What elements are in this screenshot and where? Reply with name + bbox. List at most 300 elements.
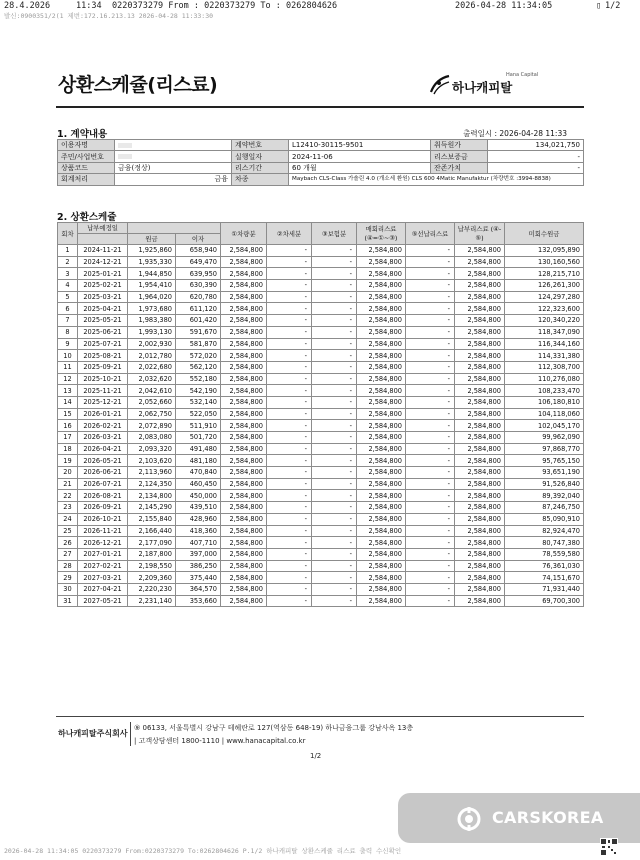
vehicle-amount-cell: 2,584,800 bbox=[221, 502, 267, 514]
col-header-balance: 미회수원금 bbox=[505, 223, 584, 245]
payment-amount-cell: 2,584,800 bbox=[455, 245, 505, 257]
insurance-amount-cell: - bbox=[312, 572, 357, 584]
principal-cell: 1,935,330 bbox=[128, 256, 176, 268]
payment-amount-cell: 2,584,800 bbox=[455, 560, 505, 572]
row-number-cell: 10 bbox=[58, 350, 78, 362]
schedule-row bbox=[58, 572, 584, 584]
row-number-cell: 7 bbox=[58, 315, 78, 327]
remaining-principal-cell: 120,340,220 bbox=[505, 315, 584, 327]
insurance-amount-cell: - bbox=[312, 455, 357, 467]
schedule-row bbox=[58, 513, 584, 525]
insurance-amount-cell: - bbox=[312, 560, 357, 572]
remaining-principal-cell: 104,118,060 bbox=[505, 408, 584, 420]
monthly-lease-cell: 2,584,800 bbox=[357, 385, 406, 397]
col-header-payment: 납부리스료 (④-⑤) bbox=[455, 223, 505, 245]
schedule-row bbox=[58, 373, 584, 385]
remaining-principal-cell: 112,308,700 bbox=[505, 361, 584, 373]
tax-amount-cell: - bbox=[267, 572, 312, 584]
footer-page-number: 1/2 bbox=[310, 752, 322, 760]
insurance-amount-cell: - bbox=[312, 245, 357, 257]
payment-amount-cell: 2,584,800 bbox=[455, 572, 505, 584]
vehicle-amount-cell: 2,584,800 bbox=[221, 537, 267, 549]
schedule-table bbox=[57, 222, 584, 607]
advance-lease-cell: - bbox=[406, 338, 455, 350]
tax-amount-cell: - bbox=[267, 548, 312, 560]
due-date-cell: 2025-01-21 bbox=[78, 268, 128, 280]
interest-cell: 522,050 bbox=[176, 408, 221, 420]
remaining-principal-cell: 97,868,770 bbox=[505, 443, 584, 455]
schedule-row bbox=[58, 338, 584, 350]
insurance-amount-cell: - bbox=[312, 385, 357, 397]
remaining-principal-cell: 130,160,560 bbox=[505, 256, 584, 268]
insurance-amount-cell: - bbox=[312, 291, 357, 303]
advance-lease-cell: - bbox=[406, 525, 455, 537]
interest-cell: 407,710 bbox=[176, 537, 221, 549]
interest-cell: 460,450 bbox=[176, 478, 221, 490]
monthly-lease-cell: 2,584,800 bbox=[357, 560, 406, 572]
contract-section-title: 1. 계약내용 bbox=[57, 129, 108, 140]
insurance-amount-cell: - bbox=[312, 303, 357, 315]
schedule-row bbox=[58, 455, 584, 467]
fax-footer-noise: 2026-04-28 11:34:05 0220373279 From:0220373279 To:0262804626 P.1/2 하나캐피탈 상환스케쥴 리스료 출력 수신확인 bbox=[4, 847, 402, 855]
schedule-row bbox=[58, 350, 584, 362]
interest-cell: 572,020 bbox=[176, 350, 221, 362]
payment-amount-cell: 2,584,800 bbox=[455, 303, 505, 315]
principal-cell: 1,954,410 bbox=[128, 280, 176, 292]
principal-cell: 2,134,800 bbox=[128, 490, 176, 502]
principal-cell: 2,145,290 bbox=[128, 502, 176, 514]
advance-lease-cell: - bbox=[406, 373, 455, 385]
payment-amount-cell: 2,584,800 bbox=[455, 513, 505, 525]
print-date: 출력일시 : 2026-04-28 11:33 bbox=[463, 129, 567, 138]
principal-cell: 2,166,440 bbox=[128, 525, 176, 537]
schedule-row bbox=[58, 525, 584, 537]
monthly-lease-cell: 2,584,800 bbox=[357, 245, 406, 257]
principal-cell: 2,103,620 bbox=[128, 455, 176, 467]
monthly-lease-cell: 2,584,800 bbox=[357, 525, 406, 537]
payment-amount-cell: 2,584,800 bbox=[455, 502, 505, 514]
tax-amount-cell: - bbox=[267, 280, 312, 292]
carskorea-watermark bbox=[398, 793, 640, 843]
monthly-lease-cell: 2,584,800 bbox=[357, 408, 406, 420]
interest-cell: 397,000 bbox=[176, 548, 221, 560]
due-date-cell: 2027-01-21 bbox=[78, 548, 128, 560]
principal-cell: 1,973,680 bbox=[128, 303, 176, 315]
principal-cell: 2,052,660 bbox=[128, 396, 176, 408]
interest-cell: 418,360 bbox=[176, 525, 221, 537]
advance-lease-cell: - bbox=[406, 490, 455, 502]
col-header-due: 납부예정일 bbox=[78, 223, 128, 234]
insurance-amount-cell: - bbox=[312, 478, 357, 490]
due-date-cell: 2025-12-21 bbox=[78, 396, 128, 408]
tax-amount-cell: - bbox=[267, 537, 312, 549]
payment-amount-cell: 2,584,800 bbox=[455, 443, 505, 455]
monthly-lease-cell: 2,584,800 bbox=[357, 432, 406, 444]
principal-cell: 2,198,550 bbox=[128, 560, 176, 572]
monthly-lease-cell: 2,584,800 bbox=[357, 548, 406, 560]
due-date-cell: 2026-03-21 bbox=[78, 432, 128, 444]
schedule-row bbox=[58, 315, 584, 327]
insurance-amount-cell: - bbox=[312, 373, 357, 385]
row-number-cell: 4 bbox=[58, 280, 78, 292]
vehicle-amount-cell: 2,584,800 bbox=[221, 548, 267, 560]
schedule-row bbox=[58, 256, 584, 268]
tax-amount-cell: - bbox=[267, 502, 312, 514]
schedule-row bbox=[58, 303, 584, 315]
tax-amount-cell: - bbox=[267, 350, 312, 362]
remaining-principal-cell: 87,246,750 bbox=[505, 502, 584, 514]
advance-lease-cell: - bbox=[406, 245, 455, 257]
principal-cell: 2,209,360 bbox=[128, 572, 176, 584]
principal-cell: 2,113,960 bbox=[128, 467, 176, 479]
vehicle-amount-cell: 2,584,800 bbox=[221, 513, 267, 525]
principal-cell: 2,083,080 bbox=[128, 432, 176, 444]
due-date-cell: 2025-04-21 bbox=[78, 303, 128, 315]
row-number-cell: 3 bbox=[58, 268, 78, 280]
insurance-amount-cell: - bbox=[312, 256, 357, 268]
contract-value: 금융 bbox=[115, 174, 232, 185]
tax-amount-cell: - bbox=[267, 408, 312, 420]
contract-row bbox=[58, 162, 584, 173]
footer-address: ⑨ 06133, 서울특별시 강남구 테헤란로 127(역삼동 648-19) 하나금융그룹 강남사옥 13층 bbox=[134, 724, 414, 732]
vehicle-amount-cell: 2,584,800 bbox=[221, 420, 267, 432]
interest-cell: 649,470 bbox=[176, 256, 221, 268]
row-number-cell: 11 bbox=[58, 361, 78, 373]
due-date-cell: 2026-04-21 bbox=[78, 443, 128, 455]
interest-cell: 481,180 bbox=[176, 455, 221, 467]
insurance-amount-cell: - bbox=[312, 490, 357, 502]
schedule-row bbox=[58, 502, 584, 514]
due-date-cell: 2024-12-21 bbox=[78, 256, 128, 268]
principal-cell: 2,177,090 bbox=[128, 537, 176, 549]
payment-amount-cell: 2,584,800 bbox=[455, 256, 505, 268]
schedule-header-row bbox=[58, 223, 584, 234]
tax-amount-cell: - bbox=[267, 291, 312, 303]
payment-amount-cell: 2,584,800 bbox=[455, 420, 505, 432]
insurance-amount-cell: - bbox=[312, 315, 357, 327]
due-date-cell: 2025-08-21 bbox=[78, 350, 128, 362]
monthly-lease-cell: 2,584,800 bbox=[357, 291, 406, 303]
schedule-row bbox=[58, 268, 584, 280]
row-number-cell: 27 bbox=[58, 548, 78, 560]
title-divider bbox=[56, 106, 584, 108]
vehicle-amount-cell: 2,584,800 bbox=[221, 280, 267, 292]
row-number-cell: 16 bbox=[58, 420, 78, 432]
monthly-lease-cell: 2,584,800 bbox=[357, 478, 406, 490]
contract-value: - bbox=[488, 162, 584, 173]
tax-amount-cell: - bbox=[267, 583, 312, 595]
tax-amount-cell: - bbox=[267, 420, 312, 432]
advance-lease-cell: - bbox=[406, 548, 455, 560]
payment-amount-cell: 2,584,800 bbox=[455, 537, 505, 549]
monthly-lease-cell: 2,584,800 bbox=[357, 455, 406, 467]
insurance-amount-cell: - bbox=[312, 326, 357, 338]
advance-lease-cell: - bbox=[406, 350, 455, 362]
contract-label: 상품코드 bbox=[58, 162, 115, 173]
contract-value: 60 개월 bbox=[289, 162, 431, 173]
schedule-row bbox=[58, 490, 584, 502]
footer-contact: | 고객상담센터 1800-1110 | www.hanacapital.co.kr bbox=[134, 737, 306, 745]
interest-cell: 353,660 bbox=[176, 595, 221, 607]
contract-row bbox=[58, 140, 584, 151]
interest-cell: 470,840 bbox=[176, 467, 221, 479]
tax-amount-cell: - bbox=[267, 373, 312, 385]
row-number-cell: 30 bbox=[58, 583, 78, 595]
remaining-principal-cell: 118,347,090 bbox=[505, 326, 584, 338]
row-number-cell: 29 bbox=[58, 572, 78, 584]
insurance-amount-cell: - bbox=[312, 548, 357, 560]
advance-lease-cell: - bbox=[406, 432, 455, 444]
principal-cell: 2,032,620 bbox=[128, 373, 176, 385]
due-date-cell: 2026-09-21 bbox=[78, 502, 128, 514]
footer-divider bbox=[56, 716, 584, 717]
remaining-principal-cell: 91,526,840 bbox=[505, 478, 584, 490]
monthly-lease-cell: 2,584,800 bbox=[357, 303, 406, 315]
due-date-cell: 2025-09-21 bbox=[78, 361, 128, 373]
schedule-row bbox=[58, 467, 584, 479]
logo-subtext: Hana Capital bbox=[506, 72, 539, 78]
advance-lease-cell: - bbox=[406, 502, 455, 514]
interest-cell: 562,120 bbox=[176, 361, 221, 373]
row-number-cell: 31 bbox=[58, 595, 78, 607]
monthly-lease-cell: 2,584,800 bbox=[357, 373, 406, 385]
principal-cell: 2,187,800 bbox=[128, 548, 176, 560]
insurance-amount-cell: - bbox=[312, 443, 357, 455]
col-header-round: 회차 bbox=[58, 223, 78, 245]
col-header-insurance: ③보험분 bbox=[312, 223, 357, 245]
tax-amount-cell: - bbox=[267, 396, 312, 408]
principal-cell: 2,072,890 bbox=[128, 420, 176, 432]
schedule-row bbox=[58, 408, 584, 420]
due-date-cell: 2024-11-21 bbox=[78, 245, 128, 257]
monthly-lease-cell: 2,584,800 bbox=[357, 420, 406, 432]
remaining-principal-cell: 76,361,030 bbox=[505, 560, 584, 572]
footer-separator bbox=[130, 722, 131, 746]
principal-cell: 2,231,140 bbox=[128, 595, 176, 607]
schedule-row bbox=[58, 326, 584, 338]
fax-stamp: 2026-04-28 11:34:05 bbox=[455, 1, 553, 11]
payment-amount-cell: 2,584,800 bbox=[455, 478, 505, 490]
advance-lease-cell: - bbox=[406, 420, 455, 432]
advance-lease-cell: - bbox=[406, 560, 455, 572]
col-header-principal: 원금 bbox=[128, 234, 176, 245]
tax-amount-cell: - bbox=[267, 326, 312, 338]
redaction-mark bbox=[118, 143, 132, 148]
vehicle-amount-cell: 2,584,800 bbox=[221, 256, 267, 268]
payment-amount-cell: 2,584,800 bbox=[455, 350, 505, 362]
col-header-interest: 이자 bbox=[176, 234, 221, 245]
interest-cell: 501,720 bbox=[176, 432, 221, 444]
advance-lease-cell: - bbox=[406, 303, 455, 315]
payment-amount-cell: 2,584,800 bbox=[455, 548, 505, 560]
monthly-lease-cell: 2,584,800 bbox=[357, 338, 406, 350]
payment-amount-cell: 2,584,800 bbox=[455, 268, 505, 280]
redaction-mark bbox=[118, 154, 132, 159]
payment-amount-cell: 2,584,800 bbox=[455, 583, 505, 595]
advance-lease-cell: - bbox=[406, 572, 455, 584]
payment-amount-cell: 2,584,800 bbox=[455, 525, 505, 537]
vehicle-amount-cell: 2,584,800 bbox=[221, 396, 267, 408]
hana-logo-icon bbox=[428, 70, 452, 98]
monthly-lease-cell: 2,584,800 bbox=[357, 537, 406, 549]
fax-time: 11:34 bbox=[76, 1, 102, 11]
insurance-amount-cell: - bbox=[312, 361, 357, 373]
monthly-lease-cell: 2,584,800 bbox=[357, 572, 406, 584]
contract-label: 차종 bbox=[232, 174, 289, 185]
interest-cell: 639,950 bbox=[176, 268, 221, 280]
monthly-lease-cell: 2,584,800 bbox=[357, 583, 406, 595]
tax-amount-cell: - bbox=[267, 256, 312, 268]
insurance-amount-cell: - bbox=[312, 432, 357, 444]
interest-cell: 439,510 bbox=[176, 502, 221, 514]
remaining-principal-cell: 78,559,580 bbox=[505, 548, 584, 560]
schedule-row bbox=[58, 420, 584, 432]
row-number-cell: 18 bbox=[58, 443, 78, 455]
monthly-lease-cell: 2,584,800 bbox=[357, 268, 406, 280]
col-header-advance: ⑤선납리스료 bbox=[406, 223, 455, 245]
watermark-text: CARSKOREA bbox=[492, 808, 604, 827]
due-date-cell: 2026-02-21 bbox=[78, 420, 128, 432]
principal-cell: 1,925,860 bbox=[128, 245, 176, 257]
payment-amount-cell: 2,584,800 bbox=[455, 338, 505, 350]
schedule-body bbox=[58, 245, 584, 607]
advance-lease-cell: - bbox=[406, 268, 455, 280]
remaining-principal-cell: 99,962,090 bbox=[505, 432, 584, 444]
principal-cell: 2,002,930 bbox=[128, 338, 176, 350]
insurance-amount-cell: - bbox=[312, 513, 357, 525]
fax-noise: 발신:0900351/2(1 제번:172.16.213.13 2026-04-28 11:33:30 bbox=[4, 12, 214, 20]
advance-lease-cell: - bbox=[406, 595, 455, 607]
vehicle-amount-cell: 2,584,800 bbox=[221, 338, 267, 350]
vehicle-amount-cell: 2,584,800 bbox=[221, 467, 267, 479]
tax-amount-cell: - bbox=[267, 432, 312, 444]
due-date-cell: 2026-10-21 bbox=[78, 513, 128, 525]
row-number-cell: 28 bbox=[58, 560, 78, 572]
remaining-principal-cell: 82,924,470 bbox=[505, 525, 584, 537]
insurance-amount-cell: - bbox=[312, 396, 357, 408]
advance-lease-cell: - bbox=[406, 408, 455, 420]
schedule-row bbox=[58, 291, 584, 303]
row-number-cell: 23 bbox=[58, 502, 78, 514]
tax-amount-cell: - bbox=[267, 467, 312, 479]
monthly-lease-cell: 2,584,800 bbox=[357, 326, 406, 338]
contract-label: 잔존가치 bbox=[431, 162, 488, 173]
payment-amount-cell: 2,584,800 bbox=[455, 432, 505, 444]
monthly-lease-cell: 2,584,800 bbox=[357, 256, 406, 268]
vehicle-amount-cell: 2,584,800 bbox=[221, 326, 267, 338]
monthly-lease-cell: 2,584,800 bbox=[357, 513, 406, 525]
col-header-blank bbox=[128, 223, 221, 234]
schedule-row bbox=[58, 385, 584, 397]
insurance-amount-cell: - bbox=[312, 420, 357, 432]
monthly-lease-cell: 2,584,800 bbox=[357, 467, 406, 479]
document-title: 상환스케쥴(리스료) bbox=[58, 74, 218, 96]
schedule-row bbox=[58, 560, 584, 572]
remaining-principal-cell: 95,765,150 bbox=[505, 455, 584, 467]
insurance-amount-cell: - bbox=[312, 583, 357, 595]
advance-lease-cell: - bbox=[406, 326, 455, 338]
carskorea-logo-icon bbox=[456, 806, 482, 832]
tax-amount-cell: - bbox=[267, 595, 312, 607]
monthly-lease-cell: 2,584,800 bbox=[357, 490, 406, 502]
contract-label: 취득원가 bbox=[431, 140, 488, 151]
vehicle-amount-cell: 2,584,800 bbox=[221, 268, 267, 280]
advance-lease-cell: - bbox=[406, 537, 455, 549]
insurance-amount-cell: - bbox=[312, 280, 357, 292]
interest-cell: 428,960 bbox=[176, 513, 221, 525]
monthly-lease-cell: 2,584,800 bbox=[357, 350, 406, 362]
logo-text: 하나캐피탈 bbox=[452, 80, 513, 95]
tax-amount-cell: - bbox=[267, 338, 312, 350]
fax-route: 0220373279 From : 0220373279 To : 0262804626 bbox=[112, 1, 338, 11]
due-date-cell: 2026-01-21 bbox=[78, 408, 128, 420]
due-date-cell: 2027-04-21 bbox=[78, 583, 128, 595]
schedule-row bbox=[58, 280, 584, 292]
tax-amount-cell: - bbox=[267, 268, 312, 280]
row-number-cell: 5 bbox=[58, 291, 78, 303]
schedule-row bbox=[58, 583, 584, 595]
vehicle-amount-cell: 2,584,800 bbox=[221, 315, 267, 327]
tax-amount-cell: - bbox=[267, 361, 312, 373]
monthly-lease-cell: 2,584,800 bbox=[357, 280, 406, 292]
principal-cell: 2,155,840 bbox=[128, 513, 176, 525]
payment-amount-cell: 2,584,800 bbox=[455, 455, 505, 467]
tax-amount-cell: - bbox=[267, 443, 312, 455]
contract-row bbox=[58, 151, 584, 162]
row-number-cell: 1 bbox=[58, 245, 78, 257]
interest-cell: 450,000 bbox=[176, 490, 221, 502]
due-date-cell: 2026-05-21 bbox=[78, 455, 128, 467]
payment-amount-cell: 2,584,800 bbox=[455, 467, 505, 479]
principal-cell: 2,220,230 bbox=[128, 583, 176, 595]
vehicle-amount-cell: 2,584,800 bbox=[221, 303, 267, 315]
principal-cell: 2,012,780 bbox=[128, 350, 176, 362]
advance-lease-cell: - bbox=[406, 443, 455, 455]
due-date-cell: 2025-07-21 bbox=[78, 338, 128, 350]
row-number-cell: 25 bbox=[58, 525, 78, 537]
remaining-principal-cell: 74,151,670 bbox=[505, 572, 584, 584]
contract-value: 134,021,750 bbox=[488, 140, 584, 151]
contract-value-redacted bbox=[115, 140, 232, 151]
contract-value: 2024-11-06 bbox=[289, 151, 431, 162]
due-date-cell: 2025-02-21 bbox=[78, 280, 128, 292]
remaining-principal-cell: 102,045,170 bbox=[505, 420, 584, 432]
remaining-principal-cell: 93,651,190 bbox=[505, 467, 584, 479]
row-number-cell: 2 bbox=[58, 256, 78, 268]
principal-cell: 2,124,350 bbox=[128, 478, 176, 490]
vehicle-amount-cell: 2,584,800 bbox=[221, 408, 267, 420]
tax-amount-cell: - bbox=[267, 513, 312, 525]
remaining-principal-cell: 108,233,470 bbox=[505, 385, 584, 397]
tax-amount-cell: - bbox=[267, 525, 312, 537]
row-number-cell: 13 bbox=[58, 385, 78, 397]
contract-label: 이용자명 bbox=[58, 140, 115, 151]
principal-cell: 1,944,850 bbox=[128, 268, 176, 280]
payment-amount-cell: 2,584,800 bbox=[455, 280, 505, 292]
schedule-section-title: 2. 상환스케쥴 bbox=[57, 212, 117, 223]
row-number-cell: 12 bbox=[58, 373, 78, 385]
tax-amount-cell: - bbox=[267, 560, 312, 572]
row-number-cell: 26 bbox=[58, 537, 78, 549]
remaining-principal-cell: 71,931,440 bbox=[505, 583, 584, 595]
tax-amount-cell: - bbox=[267, 478, 312, 490]
payment-amount-cell: 2,584,800 bbox=[455, 396, 505, 408]
schedule-row bbox=[58, 432, 584, 444]
interest-cell: 375,440 bbox=[176, 572, 221, 584]
payment-amount-cell: 2,584,800 bbox=[455, 385, 505, 397]
tax-amount-cell: - bbox=[267, 315, 312, 327]
fax-header bbox=[0, 0, 640, 12]
